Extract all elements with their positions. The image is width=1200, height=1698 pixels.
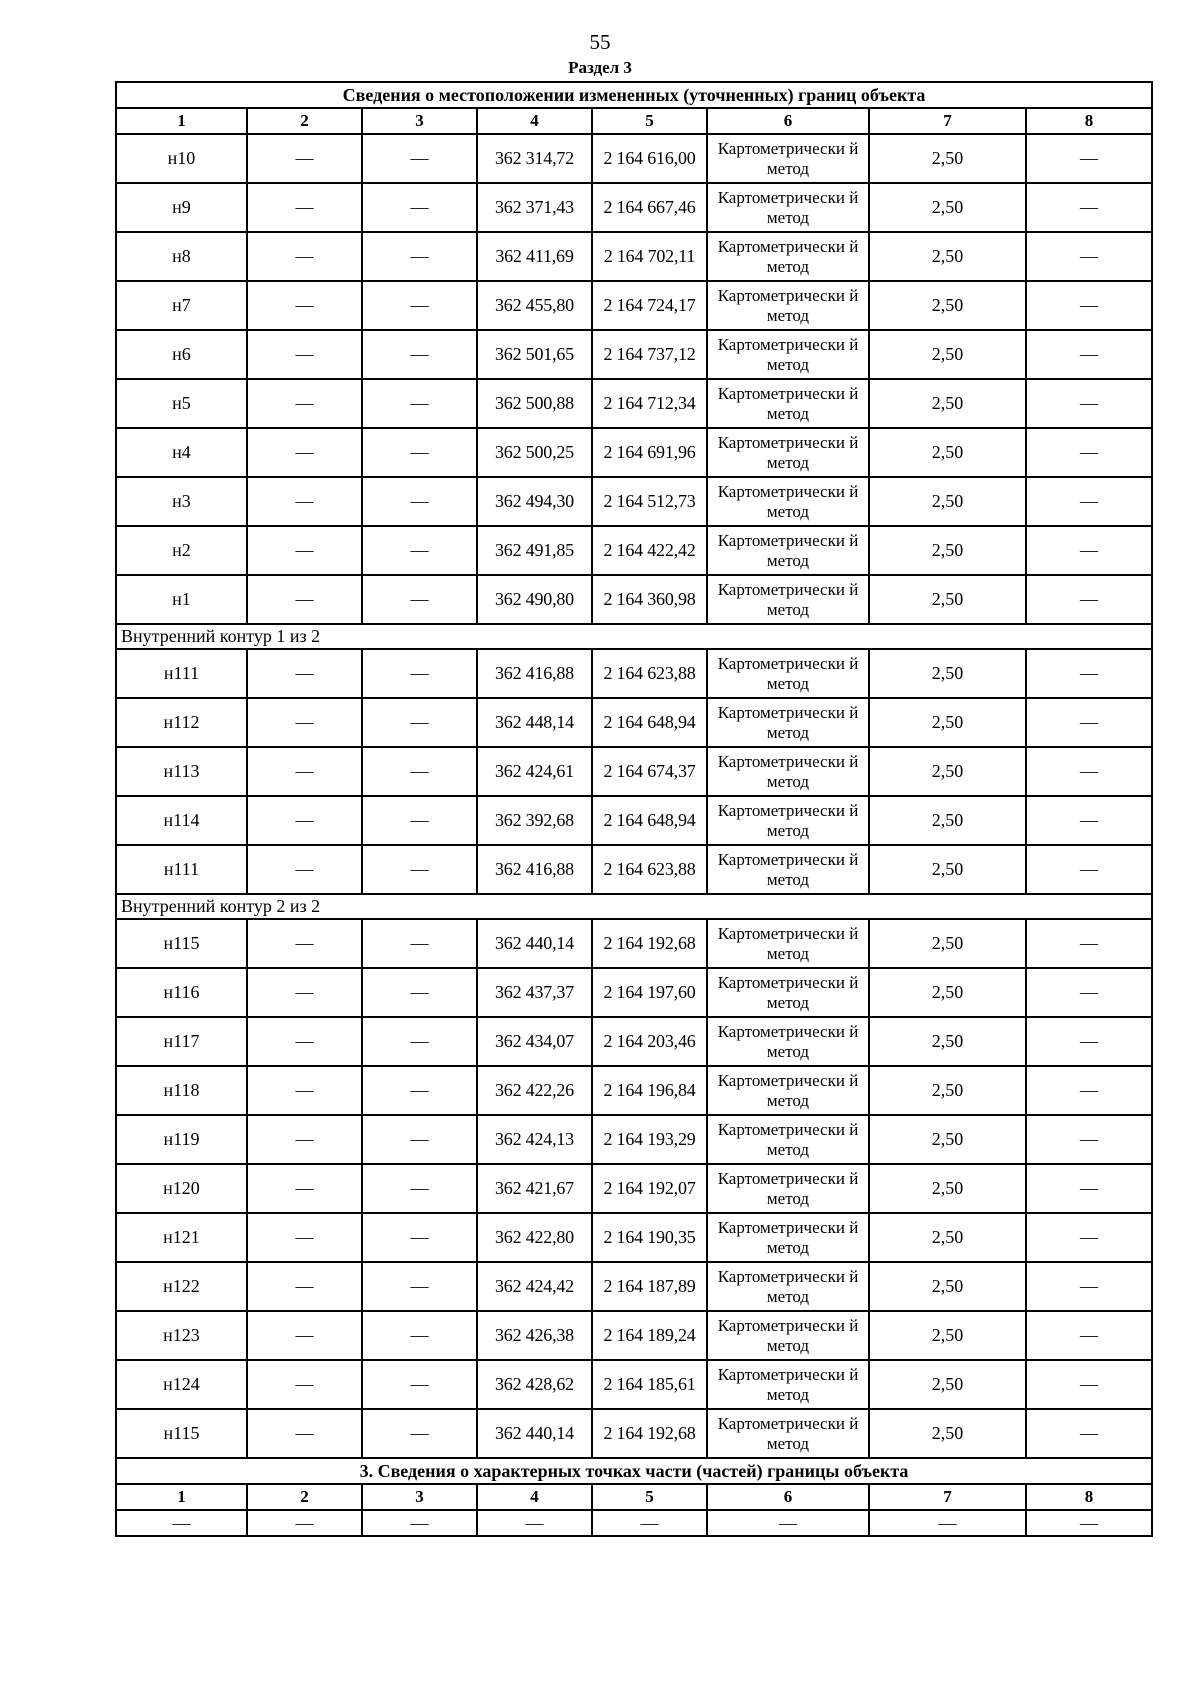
col8-cell: — xyxy=(1026,183,1152,232)
column-number-cell: 8 xyxy=(1026,1484,1152,1510)
col8-cell: — xyxy=(1026,919,1152,968)
col2-cell: — xyxy=(247,1213,362,1262)
table-row xyxy=(116,968,1152,1017)
x-coordinate-cell: 362 424,61 xyxy=(477,747,592,796)
point-name-cell: н9 xyxy=(116,183,247,232)
method-cell: Картометрически й метод xyxy=(707,575,869,624)
y-coordinate-cell: 2 164 196,84 xyxy=(592,1066,707,1115)
part-data-cell: — xyxy=(247,1510,362,1536)
point-name-cell: н112 xyxy=(116,698,247,747)
part-data-cell: — xyxy=(592,1510,707,1536)
accuracy-cell: 2,50 xyxy=(869,232,1026,281)
point-name-cell: н116 xyxy=(116,968,247,1017)
x-coordinate-cell: 362 448,14 xyxy=(477,698,592,747)
table-row xyxy=(116,1115,1152,1164)
x-coordinate-cell: 362 424,13 xyxy=(477,1115,592,1164)
method-cell: Картометрически й метод xyxy=(707,1066,869,1115)
x-coordinate-cell: 362 455,80 xyxy=(477,281,592,330)
col3-cell: — xyxy=(362,919,477,968)
col8-cell: — xyxy=(1026,1115,1152,1164)
y-coordinate-cell: 2 164 422,42 xyxy=(592,526,707,575)
col2-cell: — xyxy=(247,1311,362,1360)
col2-cell: — xyxy=(247,845,362,894)
accuracy-cell: 2,50 xyxy=(869,428,1026,477)
table-body xyxy=(116,82,1152,1536)
col8-cell: — xyxy=(1026,232,1152,281)
point-name-cell: н5 xyxy=(116,379,247,428)
col8-cell: — xyxy=(1026,796,1152,845)
col3-cell: — xyxy=(362,1017,477,1066)
y-coordinate-cell: 2 164 623,88 xyxy=(592,845,707,894)
table-row xyxy=(116,1213,1152,1262)
y-coordinate-cell: 2 164 737,12 xyxy=(592,330,707,379)
method-cell: Картометрически й метод xyxy=(707,1262,869,1311)
col3-cell: — xyxy=(362,183,477,232)
y-coordinate-cell: 2 164 712,34 xyxy=(592,379,707,428)
point-name-cell: н3 xyxy=(116,477,247,526)
y-coordinate-cell: 2 164 667,46 xyxy=(592,183,707,232)
method-cell: Картометрически й метод xyxy=(707,1115,869,1164)
point-name-cell: н118 xyxy=(116,1066,247,1115)
table-row xyxy=(116,1409,1152,1458)
col2-cell: — xyxy=(247,575,362,624)
x-coordinate-cell: 362 392,68 xyxy=(477,796,592,845)
table-row xyxy=(116,698,1152,747)
x-coordinate-cell: 362 491,85 xyxy=(477,526,592,575)
method-cell: Картометрически й метод xyxy=(707,649,869,698)
col8-cell: — xyxy=(1026,1164,1152,1213)
point-name-cell: н7 xyxy=(116,281,247,330)
table-row xyxy=(116,428,1152,477)
method-cell: Картометрически й метод xyxy=(707,968,869,1017)
table-row xyxy=(116,330,1152,379)
point-name-cell: н115 xyxy=(116,1409,247,1458)
col2-cell: — xyxy=(247,1164,362,1213)
accuracy-cell: 2,50 xyxy=(869,1164,1026,1213)
col8-cell: — xyxy=(1026,281,1152,330)
column-number-cell: 3 xyxy=(362,108,477,134)
col3-cell: — xyxy=(362,379,477,428)
y-coordinate-cell: 2 164 192,68 xyxy=(592,1409,707,1458)
y-coordinate-cell: 2 164 691,96 xyxy=(592,428,707,477)
table-row xyxy=(116,919,1152,968)
y-coordinate-cell: 2 164 187,89 xyxy=(592,1262,707,1311)
col8-cell: — xyxy=(1026,649,1152,698)
part-data-cell: — xyxy=(707,1510,869,1536)
table-row xyxy=(116,134,1152,183)
column-number-cell: 5 xyxy=(592,108,707,134)
part-column-number-row xyxy=(116,1484,1152,1510)
part-heading: 3. Сведения о характерных точках части (частей) границы объекта xyxy=(116,1458,1152,1484)
y-coordinate-cell: 2 164 674,37 xyxy=(592,747,707,796)
table-row xyxy=(116,845,1152,894)
col8-cell: — xyxy=(1026,845,1152,894)
col8-cell: — xyxy=(1026,1409,1152,1458)
col8-cell: — xyxy=(1026,698,1152,747)
col8-cell: — xyxy=(1026,379,1152,428)
method-cell: Картометрически й метод xyxy=(707,1360,869,1409)
x-coordinate-cell: 362 411,69 xyxy=(477,232,592,281)
column-number-cell: 4 xyxy=(477,108,592,134)
y-coordinate-cell: 2 164 192,07 xyxy=(592,1164,707,1213)
y-coordinate-cell: 2 164 724,17 xyxy=(592,281,707,330)
point-name-cell: н120 xyxy=(116,1164,247,1213)
column-number-cell: 3 xyxy=(362,1484,477,1510)
col3-cell: — xyxy=(362,968,477,1017)
point-name-cell: н111 xyxy=(116,845,247,894)
table-row xyxy=(116,1066,1152,1115)
accuracy-cell: 2,50 xyxy=(869,1017,1026,1066)
x-coordinate-cell: 362 437,37 xyxy=(477,968,592,1017)
column-number-row xyxy=(116,108,1152,134)
contour-label: Внутренний контур 2 из 2 xyxy=(116,894,1152,919)
col2-cell: — xyxy=(247,134,362,183)
accuracy-cell: 2,50 xyxy=(869,575,1026,624)
method-cell: Картометрически й метод xyxy=(707,919,869,968)
x-coordinate-cell: 362 500,88 xyxy=(477,379,592,428)
y-coordinate-cell: 2 164 185,61 xyxy=(592,1360,707,1409)
col2-cell: — xyxy=(247,1262,362,1311)
col3-cell: — xyxy=(362,330,477,379)
col2-cell: — xyxy=(247,1017,362,1066)
point-name-cell: н122 xyxy=(116,1262,247,1311)
accuracy-cell: 2,50 xyxy=(869,1262,1026,1311)
col3-cell: — xyxy=(362,281,477,330)
col2-cell: — xyxy=(247,379,362,428)
x-coordinate-cell: 362 494,30 xyxy=(477,477,592,526)
table-row xyxy=(116,1360,1152,1409)
col3-cell: — xyxy=(362,575,477,624)
method-cell: Картометрически й метод xyxy=(707,330,869,379)
method-cell: Картометрически й метод xyxy=(707,281,869,330)
table-row xyxy=(116,1164,1152,1213)
point-name-cell: н111 xyxy=(116,649,247,698)
col3-cell: — xyxy=(362,1066,477,1115)
method-cell: Картометрически й метод xyxy=(707,526,869,575)
column-number-cell: 1 xyxy=(116,1484,247,1510)
accuracy-cell: 2,50 xyxy=(869,1409,1026,1458)
column-number-cell: 7 xyxy=(869,108,1026,134)
col3-cell: — xyxy=(362,477,477,526)
x-coordinate-cell: 362 426,38 xyxy=(477,1311,592,1360)
col8-cell: — xyxy=(1026,1213,1152,1262)
table-row xyxy=(116,183,1152,232)
col8-cell: — xyxy=(1026,477,1152,526)
point-name-cell: н114 xyxy=(116,796,247,845)
method-cell: Картометрически й метод xyxy=(707,183,869,232)
col2-cell: — xyxy=(247,1409,362,1458)
col2-cell: — xyxy=(247,919,362,968)
col3-cell: — xyxy=(362,649,477,698)
accuracy-cell: 2,50 xyxy=(869,330,1026,379)
x-coordinate-cell: 362 490,80 xyxy=(477,575,592,624)
accuracy-cell: 2,50 xyxy=(869,919,1026,968)
col2-cell: — xyxy=(247,968,362,1017)
table-heading: Сведения о местоположении измененных (уточненных) границ объекта xyxy=(116,82,1152,108)
y-coordinate-cell: 2 164 192,68 xyxy=(592,919,707,968)
accuracy-cell: 2,50 xyxy=(869,968,1026,1017)
column-number-cell: 6 xyxy=(707,1484,869,1510)
point-name-cell: н10 xyxy=(116,134,247,183)
col8-cell: — xyxy=(1026,968,1152,1017)
part-data-row xyxy=(116,1510,1152,1536)
col2-cell: — xyxy=(247,796,362,845)
column-number-cell: 6 xyxy=(707,108,869,134)
accuracy-cell: 2,50 xyxy=(869,1213,1026,1262)
method-cell: Картометрически й метод xyxy=(707,1017,869,1066)
part-data-cell: — xyxy=(116,1510,247,1536)
col8-cell: — xyxy=(1026,747,1152,796)
method-cell: Картометрически й метод xyxy=(707,845,869,894)
contour-label: Внутренний контур 1 из 2 xyxy=(116,624,1152,649)
col3-cell: — xyxy=(362,1311,477,1360)
col2-cell: — xyxy=(247,1360,362,1409)
x-coordinate-cell: 362 371,43 xyxy=(477,183,592,232)
table-row xyxy=(116,1311,1152,1360)
col3-cell: — xyxy=(362,1213,477,1262)
table-row xyxy=(116,232,1152,281)
x-coordinate-cell: 362 422,26 xyxy=(477,1066,592,1115)
col3-cell: — xyxy=(362,1360,477,1409)
col8-cell: — xyxy=(1026,1017,1152,1066)
y-coordinate-cell: 2 164 702,11 xyxy=(592,232,707,281)
y-coordinate-cell: 2 164 197,60 xyxy=(592,968,707,1017)
column-number-cell: 7 xyxy=(869,1484,1026,1510)
col3-cell: — xyxy=(362,698,477,747)
method-cell: Картометрически й метод xyxy=(707,1213,869,1262)
point-name-cell: н119 xyxy=(116,1115,247,1164)
y-coordinate-cell: 2 164 189,24 xyxy=(592,1311,707,1360)
table-row xyxy=(116,747,1152,796)
y-coordinate-cell: 2 164 512,73 xyxy=(592,477,707,526)
table-row xyxy=(116,649,1152,698)
col3-cell: — xyxy=(362,747,477,796)
part-data-cell: — xyxy=(362,1510,477,1536)
accuracy-cell: 2,50 xyxy=(869,698,1026,747)
col2-cell: — xyxy=(247,526,362,575)
col2-cell: — xyxy=(247,649,362,698)
col2-cell: — xyxy=(247,281,362,330)
col8-cell: — xyxy=(1026,330,1152,379)
x-coordinate-cell: 362 500,25 xyxy=(477,428,592,477)
col3-cell: — xyxy=(362,428,477,477)
table-row xyxy=(116,1262,1152,1311)
page-number: 55 xyxy=(589,30,611,54)
col2-cell: — xyxy=(247,698,362,747)
method-cell: Картометрически й метод xyxy=(707,477,869,526)
y-coordinate-cell: 2 164 193,29 xyxy=(592,1115,707,1164)
method-cell: Картометрически й метод xyxy=(707,428,869,477)
col3-cell: — xyxy=(362,845,477,894)
part-data-cell: — xyxy=(1026,1510,1152,1536)
col2-cell: — xyxy=(247,183,362,232)
col3-cell: — xyxy=(362,1164,477,1213)
col3-cell: — xyxy=(362,796,477,845)
x-coordinate-cell: 362 421,67 xyxy=(477,1164,592,1213)
accuracy-cell: 2,50 xyxy=(869,1311,1026,1360)
col2-cell: — xyxy=(247,1115,362,1164)
col3-cell: — xyxy=(362,1262,477,1311)
table-heading-row xyxy=(116,82,1152,108)
accuracy-cell: 2,50 xyxy=(869,183,1026,232)
point-name-cell: н1 xyxy=(116,575,247,624)
table-row xyxy=(116,477,1152,526)
contour-label-row xyxy=(116,894,1152,919)
column-number-cell: 8 xyxy=(1026,108,1152,134)
part-heading-row xyxy=(116,1458,1152,1484)
table-row xyxy=(116,379,1152,428)
accuracy-cell: 2,50 xyxy=(869,1115,1026,1164)
table-row xyxy=(116,575,1152,624)
col8-cell: — xyxy=(1026,1066,1152,1115)
y-coordinate-cell: 2 164 190,35 xyxy=(592,1213,707,1262)
y-coordinate-cell: 2 164 648,94 xyxy=(592,698,707,747)
boundary-points-table xyxy=(115,81,1153,1537)
method-cell: Картометрически й метод xyxy=(707,232,869,281)
col2-cell: — xyxy=(247,747,362,796)
table-row xyxy=(116,1017,1152,1066)
col2-cell: — xyxy=(247,330,362,379)
x-coordinate-cell: 362 314,72 xyxy=(477,134,592,183)
x-coordinate-cell: 362 416,88 xyxy=(477,649,592,698)
method-cell: Картометрически й метод xyxy=(707,698,869,747)
column-number-cell: 5 xyxy=(592,1484,707,1510)
accuracy-cell: 2,50 xyxy=(869,281,1026,330)
y-coordinate-cell: 2 164 616,00 xyxy=(592,134,707,183)
point-name-cell: н117 xyxy=(116,1017,247,1066)
col8-cell: — xyxy=(1026,575,1152,624)
accuracy-cell: 2,50 xyxy=(869,379,1026,428)
col3-cell: — xyxy=(362,232,477,281)
point-name-cell: н6 xyxy=(116,330,247,379)
point-name-cell: н124 xyxy=(116,1360,247,1409)
accuracy-cell: 2,50 xyxy=(869,526,1026,575)
part-data-cell: — xyxy=(869,1510,1026,1536)
column-number-cell: 1 xyxy=(116,108,247,134)
col2-cell: — xyxy=(247,477,362,526)
col2-cell: — xyxy=(247,428,362,477)
col3-cell: — xyxy=(362,1409,477,1458)
column-number-cell: 2 xyxy=(247,1484,362,1510)
method-cell: Картометрически й метод xyxy=(707,1164,869,1213)
contour-label-row xyxy=(116,624,1152,649)
point-name-cell: н113 xyxy=(116,747,247,796)
accuracy-cell: 2,50 xyxy=(869,747,1026,796)
method-cell: Картометрически й метод xyxy=(707,747,869,796)
y-coordinate-cell: 2 164 648,94 xyxy=(592,796,707,845)
col8-cell: — xyxy=(1026,526,1152,575)
x-coordinate-cell: 362 501,65 xyxy=(477,330,592,379)
x-coordinate-cell: 362 428,62 xyxy=(477,1360,592,1409)
method-cell: Картометрически й метод xyxy=(707,134,869,183)
col3-cell: — xyxy=(362,134,477,183)
y-coordinate-cell: 2 164 360,98 xyxy=(592,575,707,624)
col3-cell: — xyxy=(362,1115,477,1164)
method-cell: Картометрически й метод xyxy=(707,796,869,845)
col2-cell: — xyxy=(247,1066,362,1115)
point-name-cell: н4 xyxy=(116,428,247,477)
x-coordinate-cell: 362 424,42 xyxy=(477,1262,592,1311)
table-row xyxy=(116,796,1152,845)
y-coordinate-cell: 2 164 623,88 xyxy=(592,649,707,698)
accuracy-cell: 2,50 xyxy=(869,649,1026,698)
col8-cell: — xyxy=(1026,1360,1152,1409)
column-number-cell: 2 xyxy=(247,108,362,134)
x-coordinate-cell: 362 416,88 xyxy=(477,845,592,894)
col3-cell: — xyxy=(362,526,477,575)
point-name-cell: н2 xyxy=(116,526,247,575)
accuracy-cell: 2,50 xyxy=(869,796,1026,845)
y-coordinate-cell: 2 164 203,46 xyxy=(592,1017,707,1066)
method-cell: Картометрически й метод xyxy=(707,379,869,428)
accuracy-cell: 2,50 xyxy=(869,1066,1026,1115)
method-cell: Картометрически й метод xyxy=(707,1409,869,1458)
method-cell: Картометрически й метод xyxy=(707,1311,869,1360)
section-title: Раздел 3 xyxy=(568,58,632,77)
col8-cell: — xyxy=(1026,428,1152,477)
accuracy-cell: 2,50 xyxy=(869,845,1026,894)
x-coordinate-cell: 362 422,80 xyxy=(477,1213,592,1262)
column-number-cell: 4 xyxy=(477,1484,592,1510)
part-data-cell: — xyxy=(477,1510,592,1536)
point-name-cell: н121 xyxy=(116,1213,247,1262)
col8-cell: — xyxy=(1026,134,1152,183)
col8-cell: — xyxy=(1026,1262,1152,1311)
col8-cell: — xyxy=(1026,1311,1152,1360)
x-coordinate-cell: 362 440,14 xyxy=(477,1409,592,1458)
point-name-cell: н8 xyxy=(116,232,247,281)
accuracy-cell: 2,50 xyxy=(869,477,1026,526)
x-coordinate-cell: 362 434,07 xyxy=(477,1017,592,1066)
x-coordinate-cell: 362 440,14 xyxy=(477,919,592,968)
col2-cell: — xyxy=(247,232,362,281)
point-name-cell: н115 xyxy=(116,919,247,968)
table-row xyxy=(116,281,1152,330)
accuracy-cell: 2,50 xyxy=(869,1360,1026,1409)
accuracy-cell: 2,50 xyxy=(869,134,1026,183)
table-row xyxy=(116,526,1152,575)
point-name-cell: н123 xyxy=(116,1311,247,1360)
